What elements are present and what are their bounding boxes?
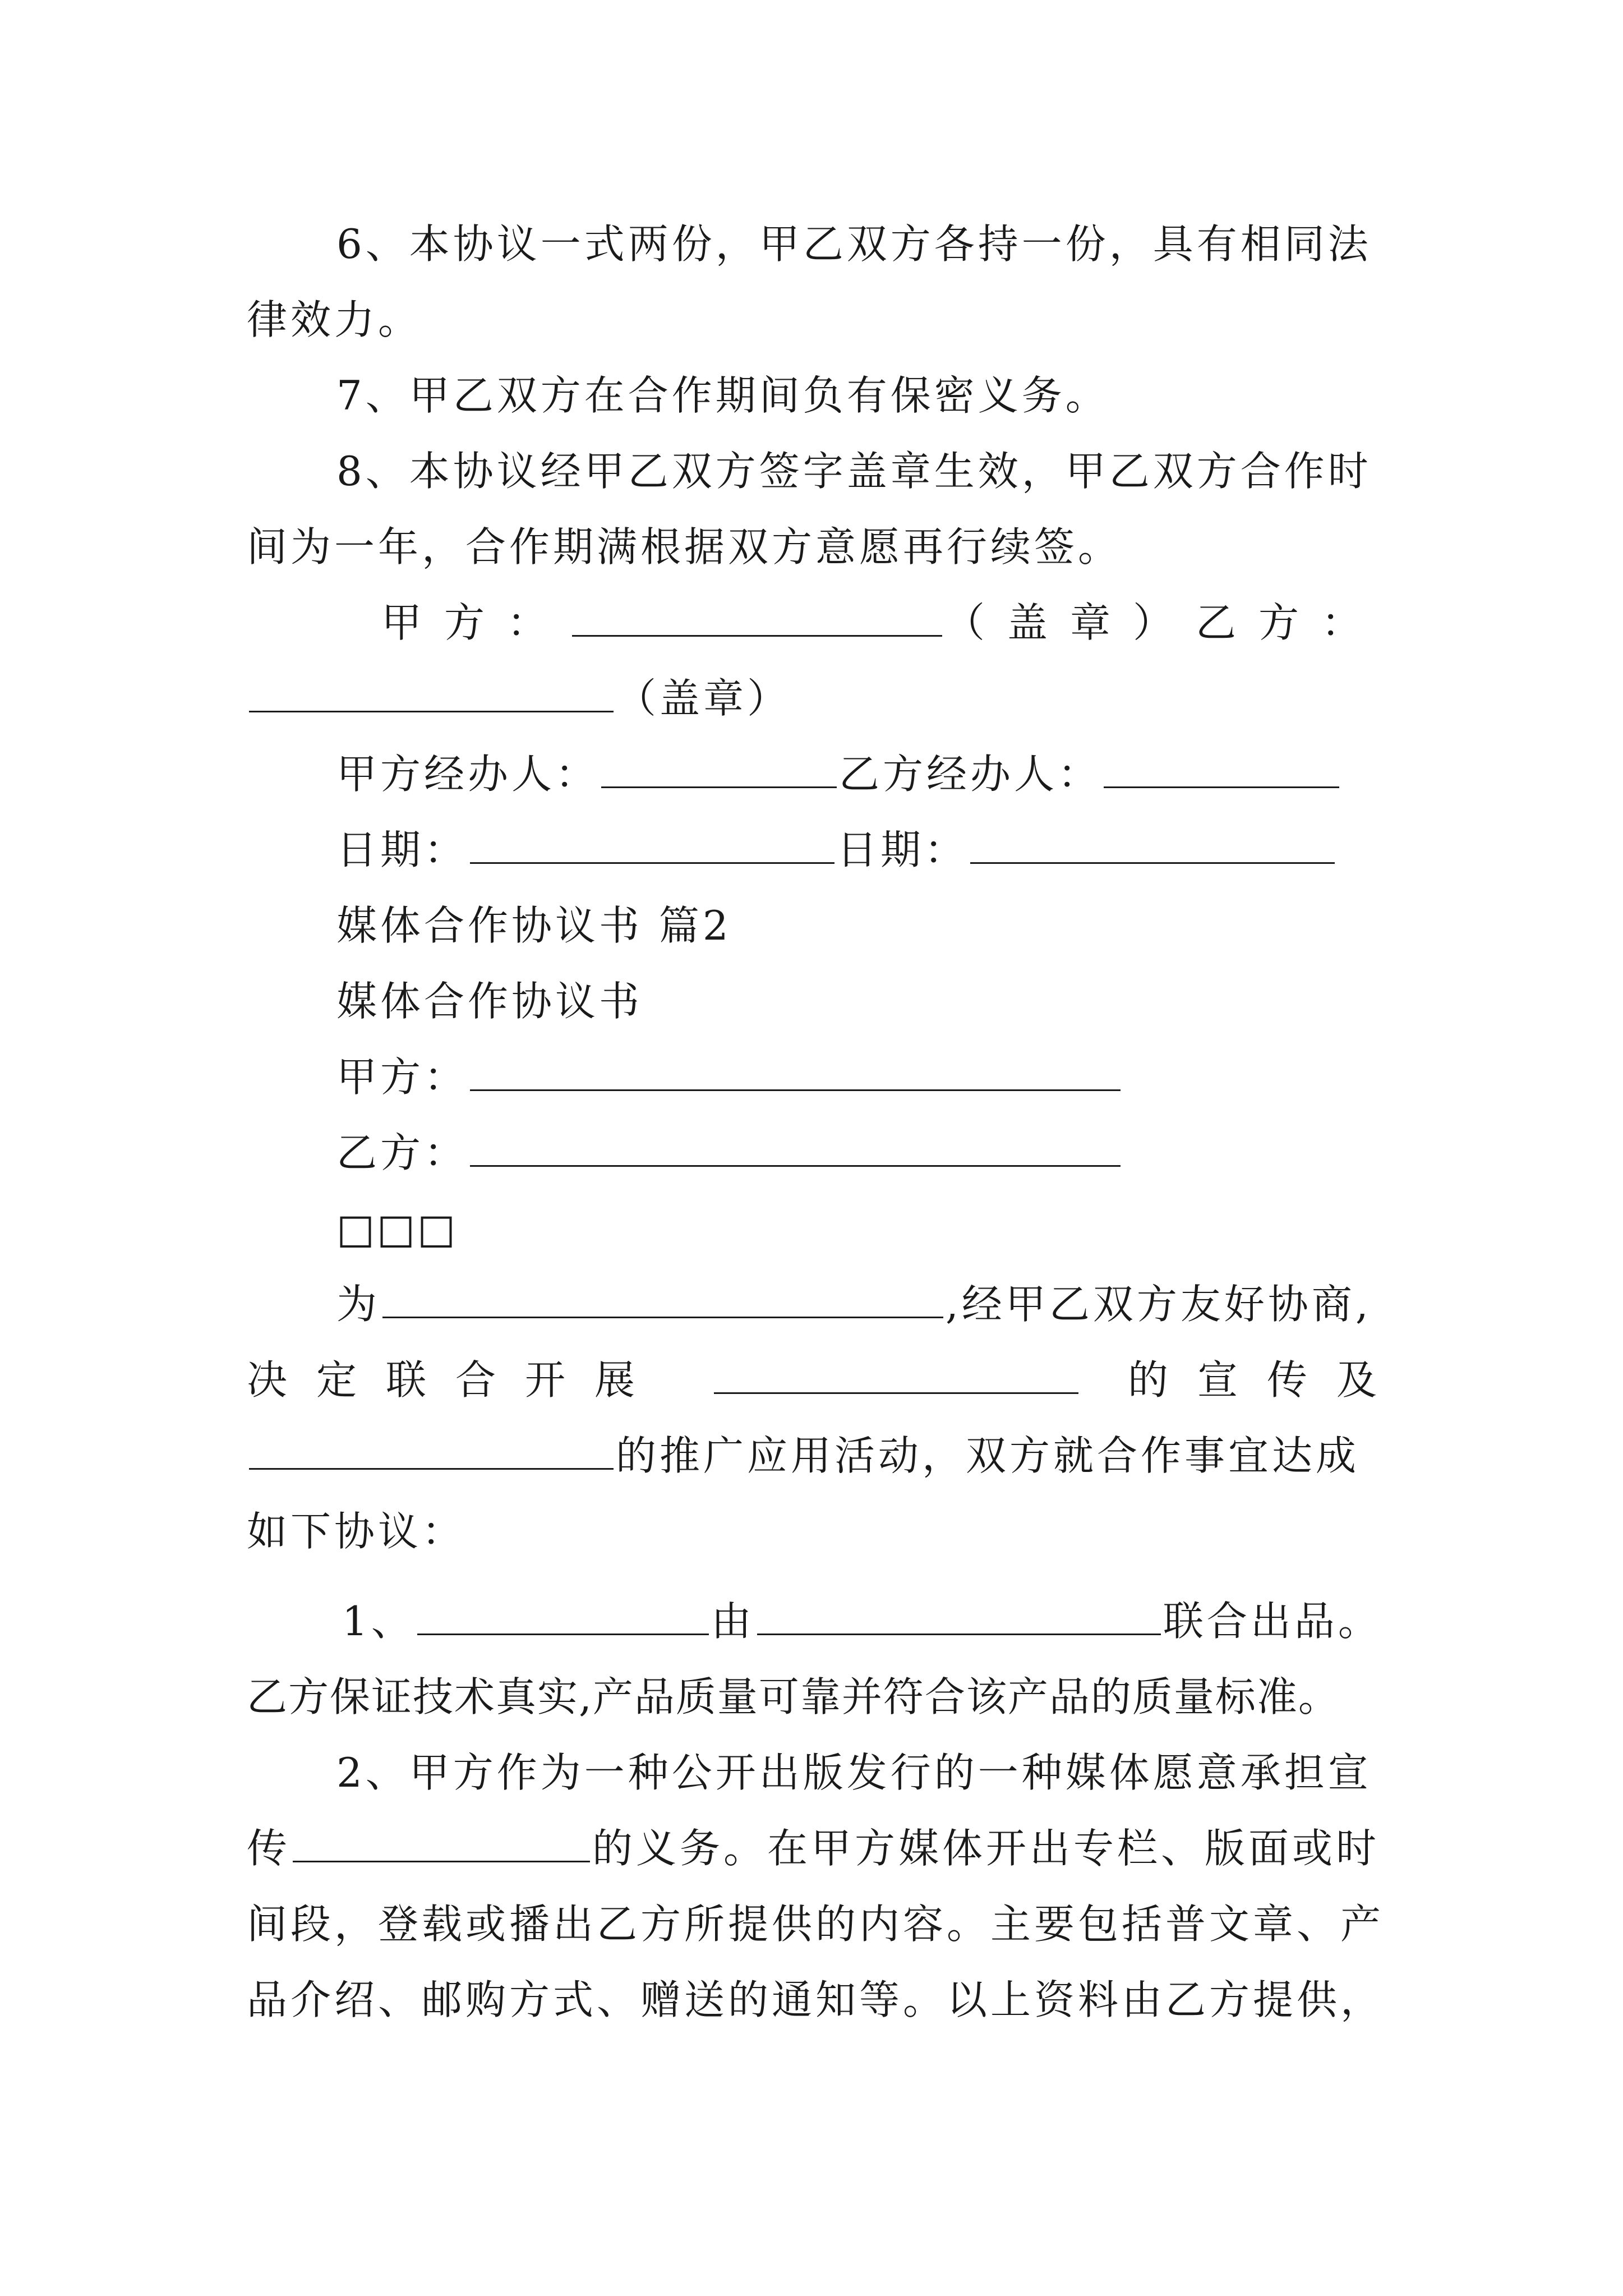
agent-b-label: 乙方经办人： bbox=[839, 751, 1102, 798]
date-a-label: 日期： bbox=[336, 826, 468, 873]
intro-wei: 为 bbox=[336, 1281, 381, 1328]
signature-row-2 bbox=[247, 670, 791, 726]
clause1-blank-1[interactable] bbox=[417, 1593, 709, 1635]
intro-line-3 bbox=[247, 1428, 1359, 1484]
agent-a-blank[interactable] bbox=[601, 746, 837, 788]
agent-a-label: 甲方经办人： bbox=[336, 751, 600, 798]
item-7: 7、甲乙双方在合作期间负有保密义务。 bbox=[336, 372, 1109, 419]
clause-1-line-1 bbox=[342, 1593, 1382, 1649]
clause-2-line-2 bbox=[247, 1820, 1380, 1876]
date-a-blank[interactable] bbox=[470, 822, 834, 864]
intro2-b: 的宣传及 bbox=[1127, 1356, 1406, 1404]
sign-party-a-blank[interactable] bbox=[572, 595, 942, 637]
clause-1-line-2: 乙方保证技术真实,产品质量可靠并符合该产品的质量标准。 bbox=[247, 1673, 1340, 1720]
party-b-row bbox=[336, 1125, 1123, 1181]
agent-b-blank[interactable] bbox=[1104, 746, 1339, 788]
intro-blank-3[interactable] bbox=[249, 1428, 614, 1470]
clause1-end: 联合出品。 bbox=[1163, 1598, 1382, 1645]
sign-party-b-blank[interactable] bbox=[249, 670, 614, 712]
party-a-row bbox=[336, 1049, 1123, 1105]
party-a-label: 甲方： bbox=[336, 1053, 468, 1101]
intro-blank-2[interactable] bbox=[714, 1352, 1078, 1394]
clause1-you: 由 bbox=[711, 1598, 755, 1645]
party-b-label: 乙方： bbox=[336, 1129, 468, 1176]
clause2-rest: 的义务。在甲方媒体开出专栏、版面或时 bbox=[592, 1825, 1380, 1872]
intro-line-4: 如下协议： bbox=[247, 1508, 466, 1555]
section-heading: 媒体合作协议书 篇2 bbox=[336, 902, 732, 949]
intro-line-1 bbox=[336, 1276, 1372, 1332]
placeholder-boxes: □□□ bbox=[336, 1205, 458, 1252]
item-8-line-1: 8、本协议经甲乙双方签字盖章生效，甲乙双方合作时 bbox=[336, 448, 1372, 495]
clause2-chuan: 传 bbox=[247, 1825, 291, 1872]
clause-2-line-1: 2、甲方作为一种公开出版发行的一种媒体愿意承担宣 bbox=[336, 1749, 1372, 1796]
intro3: 的推广应用活动，双方就合作事宜达成 bbox=[616, 1432, 1360, 1479]
doc-title: 媒体合作协议书 bbox=[336, 978, 643, 1025]
party-b-blank[interactable] bbox=[470, 1125, 1121, 1167]
sign-seal-label-2: （盖章） bbox=[616, 675, 791, 722]
sign-seal-label: （盖章） bbox=[944, 599, 1196, 646]
clause-2-line-4: 品介绍、邮购方式、赠送的通知等。以上资料由乙方提供， bbox=[247, 1976, 1385, 2023]
clause1-num: 1、 bbox=[342, 1598, 415, 1645]
signature-row bbox=[381, 595, 1384, 651]
party-a-blank[interactable] bbox=[470, 1049, 1121, 1091]
clause2-blank[interactable] bbox=[293, 1820, 590, 1862]
item-6-line-2: 律效力。 bbox=[247, 296, 422, 343]
intro2-a: 决定联合开展 bbox=[247, 1356, 665, 1404]
intro-rest: ,经甲乙双方友好协商, bbox=[946, 1281, 1372, 1328]
agent-row bbox=[336, 746, 1341, 802]
item-6-line-1: 6、本协议一式两份，甲乙双方各持一份，具有相同法 bbox=[336, 220, 1372, 268]
sign-party-b-label: 乙方： bbox=[1196, 599, 1385, 646]
date-b-blank[interactable] bbox=[970, 822, 1335, 864]
date-b-label: 日期： bbox=[837, 826, 969, 873]
item-8-line-2: 间为一年，合作期满根据双方意愿再行续签。 bbox=[247, 523, 1122, 570]
clause1-blank-2[interactable] bbox=[757, 1593, 1161, 1635]
date-row bbox=[336, 822, 1337, 878]
clause-2-line-3: 间段，登载或播出乙方所提供的内容。主要包括普文章、产 bbox=[247, 1901, 1385, 1948]
sign-party-a-label: 甲方： bbox=[381, 599, 570, 646]
intro-blank-1[interactable] bbox=[382, 1276, 943, 1318]
intro-line-2 bbox=[247, 1352, 1406, 1408]
